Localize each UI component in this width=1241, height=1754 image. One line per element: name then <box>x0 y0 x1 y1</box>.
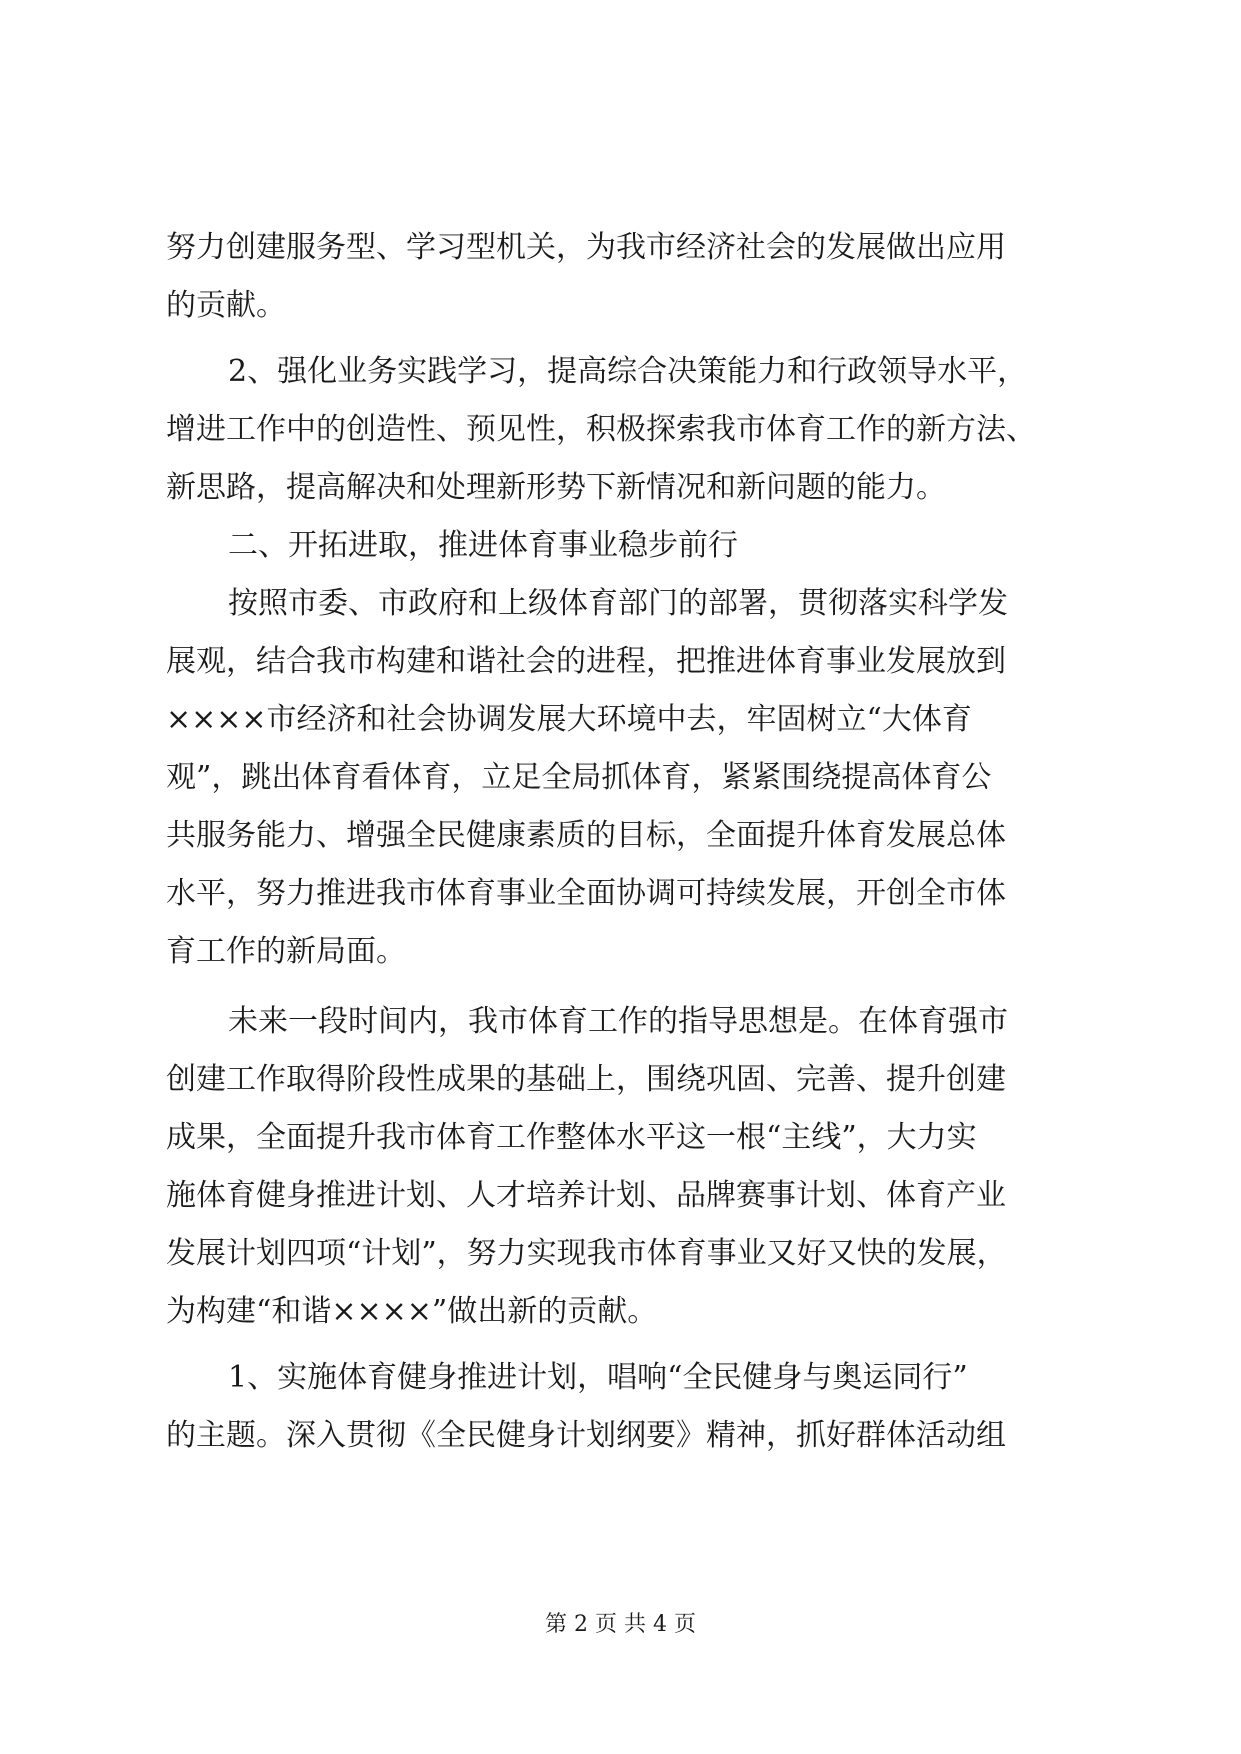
section-heading: 二、开拓进取，推进体育事业稳步前行 <box>228 528 738 563</box>
text-line: 2、强化业务实践学习，提高综合决策能力和行政领导水平， <box>228 354 1028 389</box>
text-line: 施体育健身推进计划、人才培养计划、品牌赛事计划、体育产业 <box>166 1178 1006 1213</box>
text-line: 1、实施体育健身推进计划，唱响“全民健身与奥运同行” <box>228 1360 968 1395</box>
page-number-footer: 第 2 页 共 4 页 <box>545 1612 696 1637</box>
text-line: 观”，跳出体育看体育，立足全局抓体育，紧紧围绕提高体育公 <box>166 760 992 795</box>
text-line: 成果，全面提升我市体育工作整体水平这一根“主线”，大力实 <box>166 1120 977 1155</box>
text-line: 未来一段时间内，我市体育工作的指导思想是。在体育强市 <box>228 1004 1008 1039</box>
text-line: 按照市委、市政府和上级体育部门的部署，贯彻落实科学发 <box>228 586 1008 621</box>
text-line: 展观，结合我市构建和谐社会的进程，把推进体育事业发展放到 <box>166 644 1006 679</box>
text-line: 的主题。深入贯彻《全民健身计划纲要》精神，抓好群体活动组 <box>166 1418 1006 1453</box>
text-line: 共服务能力、增强全民健康素质的目标，全面提升体育发展总体 <box>166 818 1006 853</box>
text-line: ××××市经济和社会协调发展大环境中去，牢固树立“大体育 <box>166 702 972 737</box>
text-line: 育工作的新局面。 <box>166 934 406 969</box>
text-line: 的贡献。 <box>166 288 286 323</box>
text-line: 创建工作取得阶段性成果的基础上，围绕巩固、完善、提升创建 <box>166 1062 1006 1097</box>
text-line: 水平，努力推进我市体育事业全面协调可持续发展，开创全市体 <box>166 876 1006 911</box>
text-line: 努力创建服务型、学习型机关，为我市经济社会的发展做出应用 <box>166 230 1006 265</box>
text-line: 为构建“和谐××××”做出新的贡献。 <box>166 1294 658 1329</box>
text-line: 增进工作中的创造性、预见性，积极探索我市体育工作的新方法、 <box>166 412 1036 447</box>
text-line: 新思路，提高解决和处理新形势下新情况和新问题的能力。 <box>166 470 946 505</box>
text-line: 发展计划四项“计划”，努力实现我市体育事业又好又快的发展， <box>166 1236 1007 1271</box>
